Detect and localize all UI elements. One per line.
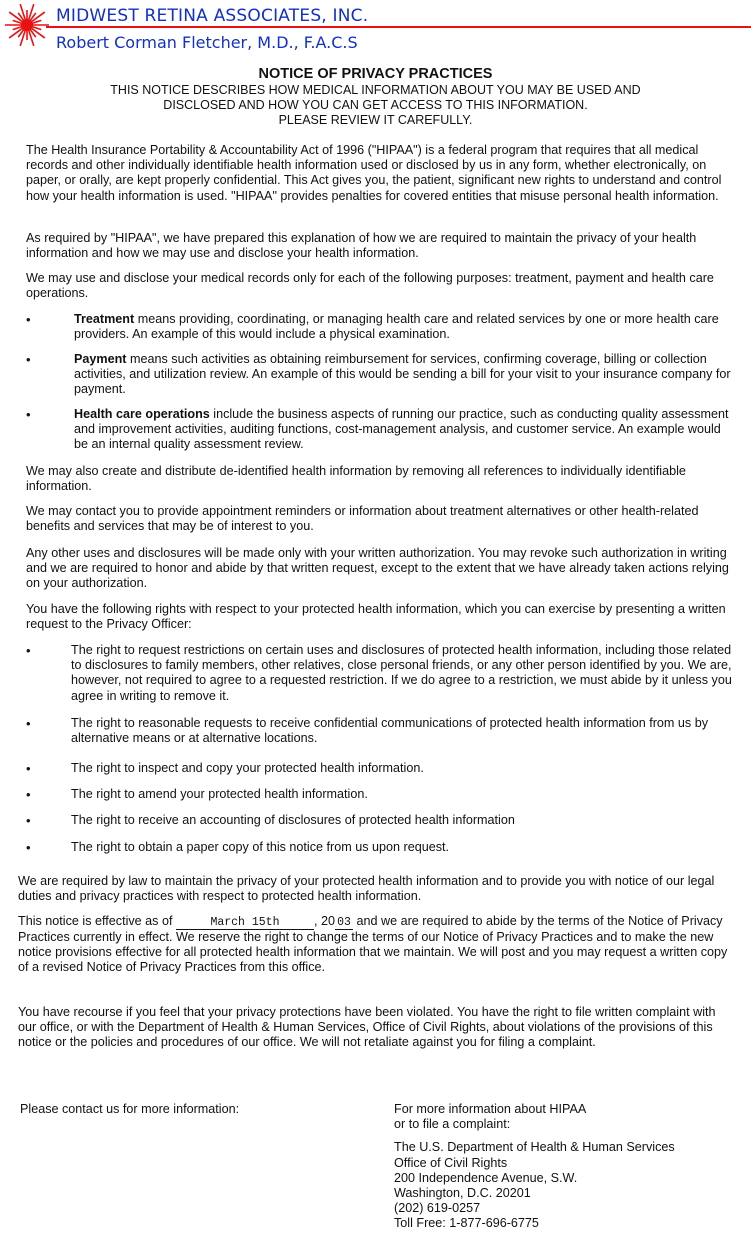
purpose-item-treatment	[26, 312, 738, 342]
purpose-description: include the business aspects of running our practice, such as conducting quality assessment and improvement activities, auditing functions, cost-management analysis, and customer service. An example would be an internal quality assessment review.	[74, 407, 729, 452]
right-text: The right to amend your protected health information.	[71, 787, 368, 801]
phone-number: (202) 619-0257	[394, 1201, 481, 1216]
purpose-item-operations	[26, 407, 738, 453]
bullet-icon: •	[26, 787, 31, 802]
bullet-icon: •	[26, 407, 31, 422]
subtitle-line: PLEASE REVIEW IT CAREFULLY.	[278, 113, 473, 127]
right-text: The right to reasonable requests to receive confidential communications of protected health information from us by alternative means or at alternative locations.	[71, 716, 709, 746]
effective-suffix: and we are required to abide by the terms of the Notice of Privacy Practices currently in effect. We reserve the right to change the terms of our Notice of Privacy Practices and to make the new notice provisions effective for all protected health information that we maintain. We will post and you may request a written copy of a revised Notice of Privacy Practices from this office.	[18, 914, 728, 975]
hipaa-heading-line: For more information about HIPAA	[394, 1102, 587, 1116]
hipaa-contact-block	[394, 1102, 675, 1232]
effective-year-prefix: , 20	[313, 914, 335, 928]
red-starburst-icon	[4, 2, 50, 48]
document-title: NOTICE OF PRIVACY PRACTICES	[258, 66, 493, 82]
rights-intro-paragraph	[26, 602, 738, 632]
address-line: Washington, D.C. 20201	[394, 1186, 531, 1201]
recourse-text: You have recourse if you feel that your privacy protections have been violated. You have the right to file written complaint with our office, or with the Department of Health & Human Services, Office of Civil Rights, about violations of the provisions of this notice or the policies and procedures of our office. We will not retaliate against you for filing a complaint.	[18, 1005, 716, 1050]
deidentified-text: We may also create and distribute de-identified health information by removing all references to individually identifiable information.	[26, 464, 686, 494]
rights-intro-text: You have the following rights with respect to your protected health information, which you can exercise by presenting a written request to the Privacy Officer:	[26, 602, 726, 632]
physician-name: Robert Corman Fletcher, M.D., F.A.C.S	[56, 33, 358, 52]
letterhead	[0, 0, 751, 56]
intro-paragraph	[26, 143, 738, 204]
effective-prefix: This notice is effective as of	[18, 914, 176, 928]
right-item	[26, 840, 738, 855]
address-line: 200 Independence Avenue, S.W.	[394, 1170, 578, 1185]
bullet-icon: •	[26, 840, 31, 855]
bullet-icon: •	[26, 312, 31, 327]
required-by-law-text: We are required by law to maintain the privacy of your protected health information and to provide you with notice of our legal duties and privacy practices with respect to protected health information.	[18, 874, 715, 904]
recourse-paragraph	[18, 1005, 730, 1051]
purposes-paragraph	[26, 271, 738, 301]
bullet-icon: •	[26, 761, 31, 776]
title-block	[0, 66, 751, 128]
right-text: The right to request restrictions on certain uses and disclosures of protected health information, including those related to disclosures to family members, other relatives, close personal friends, or any other person identified by you. We are, however, not required to agree to a requested restriction. If we do agree to a restriction, we must abide by it unless you agree in writing to remove it.	[71, 643, 732, 703]
right-item	[26, 813, 738, 828]
subtitle-line: DISCLOSED AND HOW YOU CAN GET ACCESS TO THIS INFORMATION.	[163, 98, 588, 112]
right-item	[26, 787, 738, 802]
bullet-icon: •	[26, 716, 31, 731]
deidentified-paragraph	[26, 464, 738, 494]
effective-year-value: 03	[337, 916, 351, 929]
contact-text: We may contact you to provide appointment reminders or information about treatment alternatives or other health-related benefits and services that may be of interest to you.	[26, 504, 699, 534]
right-item	[26, 716, 738, 746]
effective-date-field	[176, 915, 314, 930]
toll-free-number: Toll Free: 1-877-696-6775	[394, 1216, 539, 1231]
right-text: The right to obtain a paper copy of this notice from us upon request.	[71, 840, 450, 854]
as-required-paragraph	[26, 231, 738, 261]
organization-name: MIDWEST RETINA ASSOCIATES, INC.	[56, 6, 369, 26]
required-by-law-paragraph	[18, 874, 730, 904]
purpose-term: Treatment	[74, 312, 135, 326]
right-text: The right to inspect and copy your protected health information.	[71, 761, 424, 775]
purpose-item-payment	[26, 352, 738, 398]
hipaa-heading-line: or to file a complaint:	[394, 1117, 511, 1132]
contact-paragraph	[26, 504, 738, 534]
other-uses-paragraph	[26, 546, 738, 592]
intro-text: The Health Insurance Portability & Accountability Act of 1996 ("HIPAA") is a federal program that requires that all medical records and other individually identifiable health information used or disclosed by us in any form, whether electronically, on paper, or orally, are kept properly confidential. This Act gives you, the patient, significant new rights to understand and control how your health information is used. "HIPAA" provides penalties for covered entities that misuse personal health information.	[26, 143, 722, 203]
right-item	[26, 761, 738, 776]
contact-us-label: Please contact us for more information:	[20, 1102, 240, 1116]
purpose-description: means providing, coordinating, or managing health care and related services by one or more health care providers. An example of this would include a physical examination.	[74, 312, 719, 342]
effective-year-field	[335, 915, 353, 930]
bullet-icon: •	[26, 643, 31, 658]
effective-date-paragraph	[18, 914, 730, 976]
purposes-text: We may use and disclose your medical records only for each of the following purposes: treatment, payment and health care operations.	[26, 271, 714, 301]
right-item	[26, 643, 738, 704]
effective-date-value: March 15th	[210, 916, 280, 929]
purpose-description: means such activities as obtaining reimbursement for services, confirming coverage, billing or collection activities, and utilization review. An example of this would be sending a bill for your visit to your insurance company for payment.	[74, 352, 731, 397]
address-line: The U.S. Department of Health & Human Services	[394, 1140, 675, 1155]
right-text: The right to receive an accounting of disclosures of protected health information	[71, 813, 515, 827]
purpose-term: Payment	[74, 352, 127, 366]
bullet-icon: •	[26, 352, 31, 367]
address-line: Office of Civil Rights	[394, 1155, 508, 1170]
letterhead-divider	[46, 26, 751, 28]
other-uses-text: Any other uses and disclosures will be made only with your written authorization. You may revoke such authorization in writing and we are required to honor and abide by that written request, except to the extent that we have already taken actions relying on your authorization.	[26, 546, 729, 591]
subtitle-line: THIS NOTICE DESCRIBES HOW MEDICAL INFORMATION ABOUT YOU MAY BE USED AND	[110, 83, 641, 97]
as-required-text: As required by "HIPAA", we have prepared this explanation of how we are required to maintain the privacy of your health information and how we may use and disclose your health information.	[26, 231, 697, 261]
purpose-term: Health care operations	[74, 407, 210, 421]
bullet-icon: •	[26, 813, 31, 828]
